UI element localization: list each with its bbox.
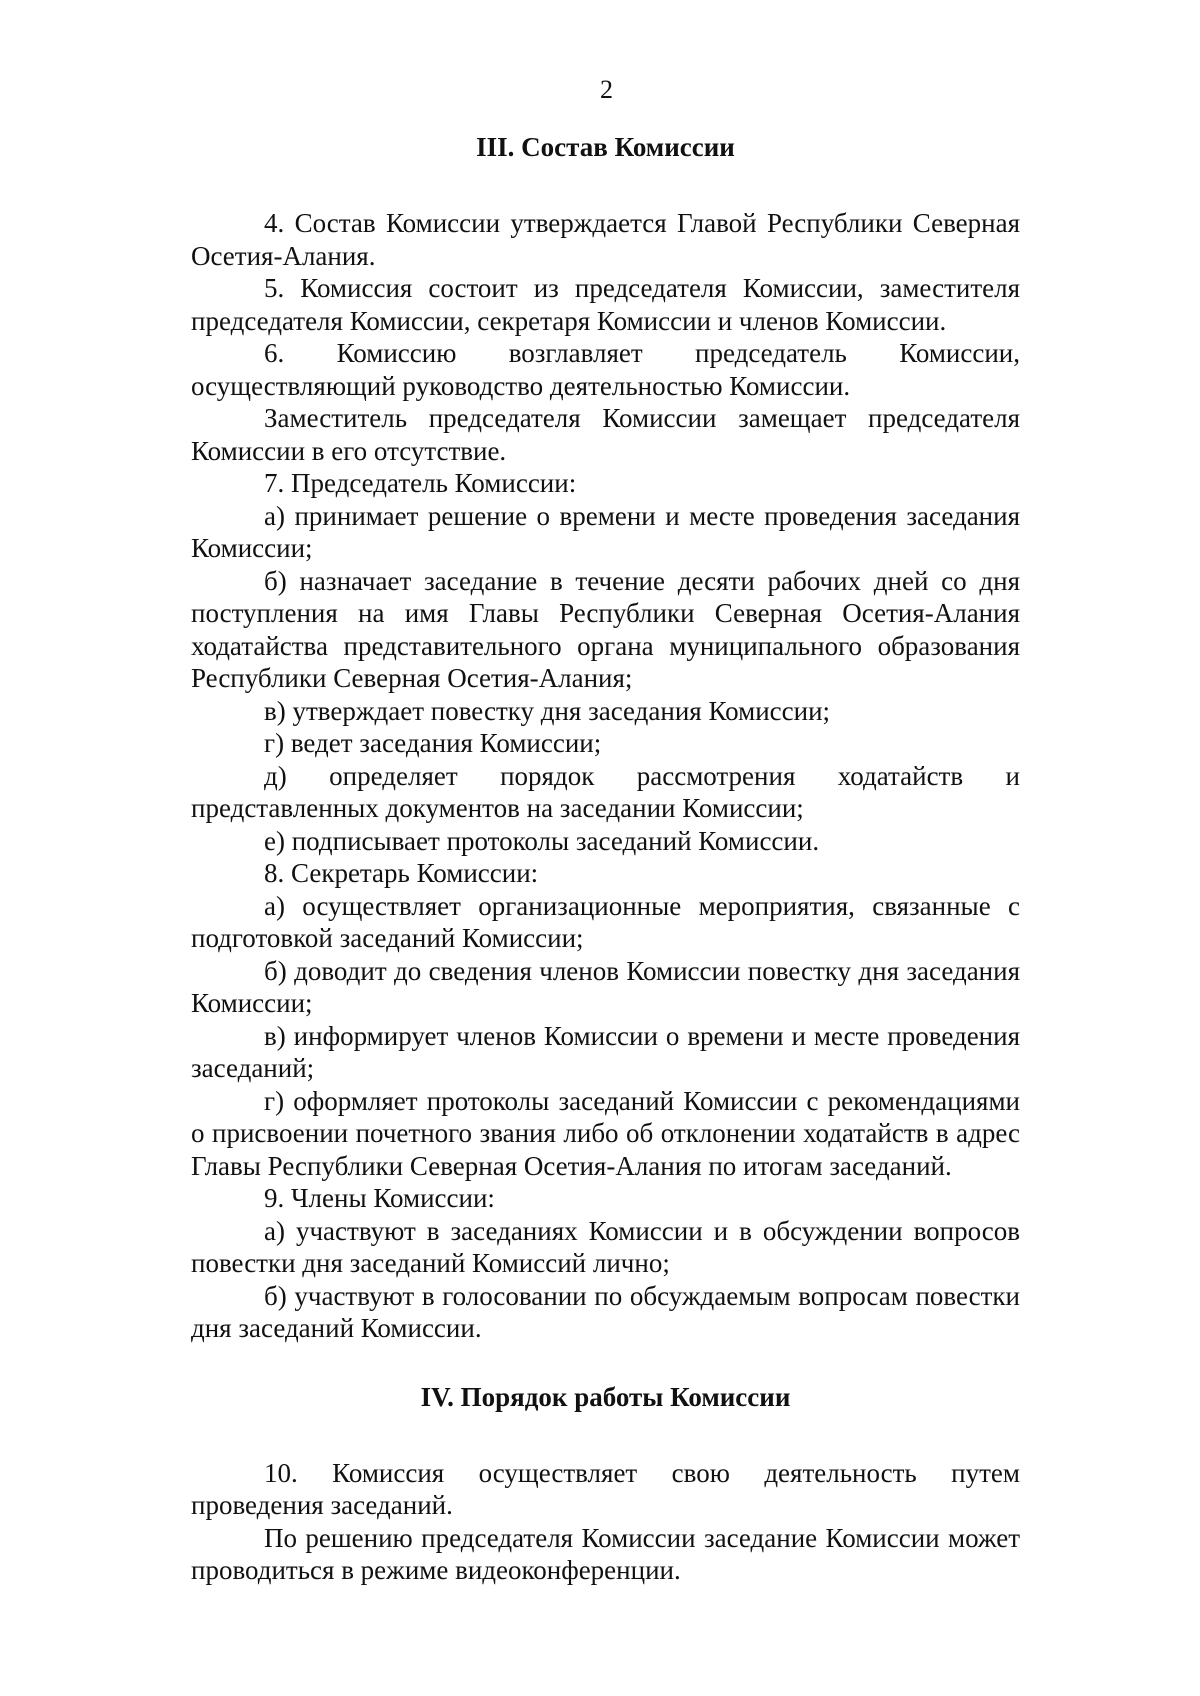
section-3-body	[191, 207, 1020, 1345]
page-number: 2	[600, 75, 613, 104]
section-4-body	[191, 1457, 1020, 1587]
paragraph-4: 4. Состав Комиссии утверждается Главой Республики Северная Осетия-Алания.	[191, 208, 1020, 271]
paragraph-10: 10. Комиссия осуществляет свою деятельность путем проведения заседаний.	[191, 1457, 1020, 1520]
paragraph-7-d: д) определяет порядок рассмотрения ходатайств и представленных документов на заседании Комиссии;	[191, 760, 1020, 823]
paragraph-8-b: б) доводит до сведения членов Комиссии повестку дня заседания Комиссии;	[191, 955, 1020, 1018]
paragraph-9-a: а) участвуют в заседаниях Комиссии и в обсуждении вопросов повестки дня заседаний Комиссий лично;	[191, 1215, 1020, 1278]
paragraph-6: 6. Комиссию возглавляет председатель Комиссии, осуществляющий руководство деятельностью Комиссии.	[191, 338, 1020, 401]
paragraph-7-b: б) назначает заседание в течение десяти рабочих дней со дня поступления на имя Главы Республики Северная Осетия-Алания ходатайства представительного органа муниципального образования Республики Северная Осетия-Алания;	[191, 565, 1020, 693]
paragraph-10-video: По решению председателя Комиссии заседание Комиссии может проводиться в режиме видеоконференции.	[191, 1522, 1020, 1585]
paragraph-8-a: а) осуществляет организационные мероприятия, связанные с подготовкой заседаний Комиссии;	[191, 890, 1020, 953]
section-title-3: III. Состав Комиссии	[476, 132, 735, 162]
paragraph-5: 5. Комиссия состоит из председателя Комиссии, заместителя председателя Комиссии, секретаря Комиссии и членов Комиссии.	[191, 273, 1020, 336]
paragraph-7-v: в) утверждает повестку дня заседания Комиссии;	[264, 695, 831, 726]
paragraph-8: 8. Секретарь Комиссии:	[264, 858, 539, 888]
paragraph-7: 7. Председатель Комиссии:	[264, 468, 577, 498]
paragraph-7-e: е) подписывает протоколы заседаний Комиссии.	[264, 825, 820, 856]
paragraph-9-b: б) участвуют в голосовании по обсуждаемым вопросам повестки дня заседаний Комиссии.	[191, 1280, 1020, 1343]
paragraph-7-a: а) принимает решение о времени и месте проведения заседания Комиссии;	[191, 500, 1020, 563]
paragraph-8-v: в) информирует членов Комиссии о времени и месте проведения заседаний;	[191, 1020, 1020, 1083]
paragraph-6-deputy: Заместитель председателя Комиссии замещает председателя Комиссии в его отсутствие.	[191, 403, 1020, 466]
paragraph-8-g: г) оформляет протоколы заседаний Комиссии с рекомендациями о присвоении почетного звания либо об отклонении ходатайств в адрес Главы Республики Северная Осетия-Алания по итогам заседаний.	[191, 1085, 1020, 1181]
paragraph-7-g: г) ведет заседания Комиссии;	[264, 728, 602, 758]
section-title-4: IV. Порядок работы Комиссии	[420, 1381, 791, 1412]
paragraph-9: 9. Члены Комиссии:	[264, 1183, 495, 1213]
